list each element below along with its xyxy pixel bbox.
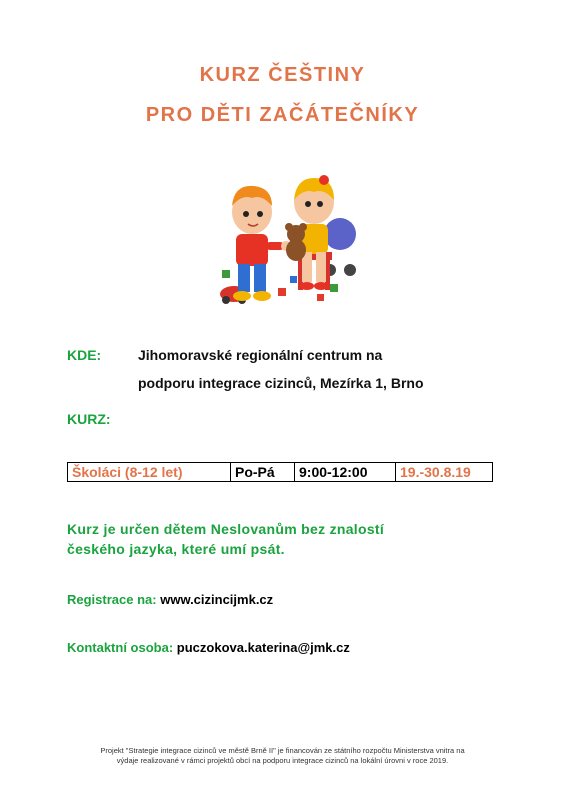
description-line-2: českého jazyka, které umí psát. — [67, 541, 285, 557]
schedule-table — [67, 462, 493, 482]
description-line-1: Kurz je určen dětem Neslovanům bez znalostí — [67, 521, 385, 537]
registration-url[interactable]: www.cizincijmk.cz — [160, 592, 274, 607]
schedule-days: Po-Pá — [231, 463, 295, 482]
schedule-dates: 19.-30.8.19 — [396, 463, 493, 482]
course-description — [67, 519, 384, 559]
footer-note — [60, 746, 505, 766]
schedule-group: Školáci (8-12 let) — [68, 463, 231, 482]
footer-line-1: Projekt "Strategie integrace cizinců ve městě Brně II" je financován ze státního rozpočtu Ministerstva vnitra na — [100, 746, 465, 755]
location-line-1: Jihomoravské regionální centrum na — [138, 347, 383, 363]
title-line-1: KURZ ČEŠTINY — [199, 64, 366, 86]
location-line-2: podporu integrace cizinců, Mezírka 1, Brno — [138, 375, 424, 391]
schedule-row — [68, 463, 493, 482]
contact-row — [67, 640, 350, 655]
registration-row — [67, 592, 273, 607]
location-label: KDE: — [67, 347, 102, 363]
contact-email[interactable]: puczokova.katerina@jmk.cz — [176, 640, 350, 655]
contact-label: Kontaktní osoba: — [67, 640, 174, 655]
registration-label: Registrace na: — [67, 592, 157, 607]
footer-line-2: výdaje realizované v rámci projektů obcí na podporu integrace cizinců na lokální úrovni v roce 2019. — [116, 756, 449, 765]
course-label: KURZ: — [67, 411, 111, 427]
title-line-2: PRO DĚTI ZAČÁTEČNÍKY — [145, 104, 420, 126]
schedule-time: 9:00-12:00 — [295, 463, 396, 482]
children-playing-illustration — [212, 172, 360, 310]
